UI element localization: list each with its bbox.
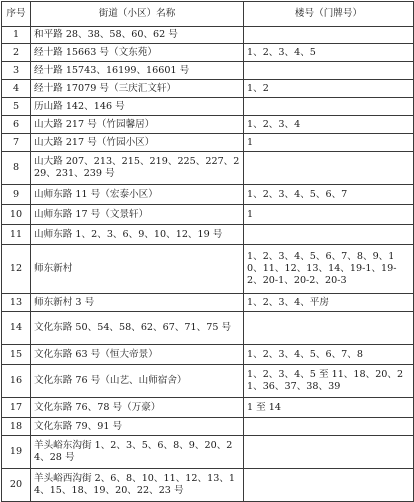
row-seq: 13 <box>2 294 31 312</box>
row-building <box>244 27 414 44</box>
row-street: 经十路 15663 号（文东苑） <box>31 44 244 62</box>
table-row <box>2 312 414 345</box>
row-street: 文化东路 79、91 号 <box>31 418 244 436</box>
row-building <box>244 469 414 502</box>
row-seq: 15 <box>2 345 31 365</box>
row-building <box>244 152 414 185</box>
row-street: 师东新村 <box>31 245 244 294</box>
row-seq: 12 <box>2 245 31 294</box>
row-street: 历山路 142、146 号 <box>31 98 244 116</box>
row-building <box>244 225 414 245</box>
table-row <box>2 62 414 80</box>
table-row <box>2 436 414 469</box>
row-building <box>244 436 414 469</box>
table-row <box>2 98 414 116</box>
row-seq: 10 <box>2 205 31 225</box>
row-building <box>244 418 414 436</box>
table-row <box>2 398 414 418</box>
table-row <box>2 418 414 436</box>
row-street: 文化东路 63 号（恒大帝景） <box>31 345 244 365</box>
table-row <box>2 294 414 312</box>
row-building <box>244 312 414 345</box>
table-row <box>2 345 414 365</box>
row-building: 1、2、3、4、5 <box>244 44 414 62</box>
row-seq: 4 <box>2 80 31 98</box>
row-seq: 6 <box>2 116 31 134</box>
table-row <box>2 152 414 185</box>
row-seq: 20 <box>2 469 31 502</box>
row-building: 1、2、3、4、5、6、7、8 <box>244 345 414 365</box>
row-building: 1、2、3、4、5 至 11、18、20、21、36、37、38、39 <box>244 365 414 398</box>
row-seq: 8 <box>2 152 31 185</box>
row-seq: 9 <box>2 185 31 205</box>
row-street: 山大路 207、213、215、219、225、227、229、231、239 号 <box>31 152 244 185</box>
address-table <box>1 1 414 502</box>
row-seq: 2 <box>2 44 31 62</box>
row-seq: 5 <box>2 98 31 116</box>
row-seq: 17 <box>2 398 31 418</box>
table-row <box>2 27 414 44</box>
row-building: 1 至 14 <box>244 398 414 418</box>
header-street: 街道（小区）名称 <box>31 2 244 27</box>
row-seq: 16 <box>2 365 31 398</box>
row-street: 文化东路 50、54、58、62、67、71、75 号 <box>31 312 244 345</box>
table-row <box>2 185 414 205</box>
row-building: 1 <box>244 134 414 152</box>
row-seq: 1 <box>2 27 31 44</box>
row-street: 经十路 17079 号（三庆汇文轩） <box>31 80 244 98</box>
row-street: 羊头峪东沟街 1、2、3、5、6、8、9、20、24、28 号 <box>31 436 244 469</box>
row-street: 山师东路 11 号（宏泰小区） <box>31 185 244 205</box>
header-seq: 序号 <box>2 2 31 27</box>
table-row <box>2 469 414 502</box>
table-row <box>2 44 414 62</box>
row-street: 羊头峪西沟街 2、6、8、10、11、12、13、14、15、18、19、20、22、23 号 <box>31 469 244 502</box>
row-seq: 19 <box>2 436 31 469</box>
row-street: 文化东路 76 号（山艺、山师宿舍） <box>31 365 244 398</box>
row-seq: 18 <box>2 418 31 436</box>
row-street: 山师东路 17 号（文景轩） <box>31 205 244 225</box>
row-building: 1 <box>244 205 414 225</box>
table-row <box>2 245 414 294</box>
row-building: 1、2、3、4、5、6、7、8、9、10、11、12、13、14、19-1、19-2、20-1、20-2、20-3 <box>244 245 414 294</box>
row-building <box>244 62 414 80</box>
row-street: 山师东路 1、2、3、6、9、10、12、19 号 <box>31 225 244 245</box>
table-row <box>2 365 414 398</box>
row-street: 经十路 15743、16199、16601 号 <box>31 62 244 80</box>
row-building <box>244 98 414 116</box>
row-seq: 7 <box>2 134 31 152</box>
table-row <box>2 225 414 245</box>
row-street: 山大路 217 号（竹园小区） <box>31 134 244 152</box>
table-row <box>2 116 414 134</box>
table-row <box>2 134 414 152</box>
row-street: 和平路 28、38、58、60、62 号 <box>31 27 244 44</box>
row-building: 1、2、3、4、平房 <box>244 294 414 312</box>
table-row <box>2 80 414 98</box>
row-building: 1、2、3、4 <box>244 116 414 134</box>
row-seq: 11 <box>2 225 31 245</box>
table-row <box>2 205 414 225</box>
row-street: 师东新村 3 号 <box>31 294 244 312</box>
table-header-row <box>2 2 414 27</box>
header-building: 楼号（门牌号） <box>244 2 414 27</box>
row-street: 山大路 217 号（竹园馨居） <box>31 116 244 134</box>
row-seq: 3 <box>2 62 31 80</box>
row-building: 1、2、3、4、5、6、7 <box>244 185 414 205</box>
row-street: 文化东路 76、78 号（万豪） <box>31 398 244 418</box>
row-seq: 14 <box>2 312 31 345</box>
row-building: 1、2 <box>244 80 414 98</box>
